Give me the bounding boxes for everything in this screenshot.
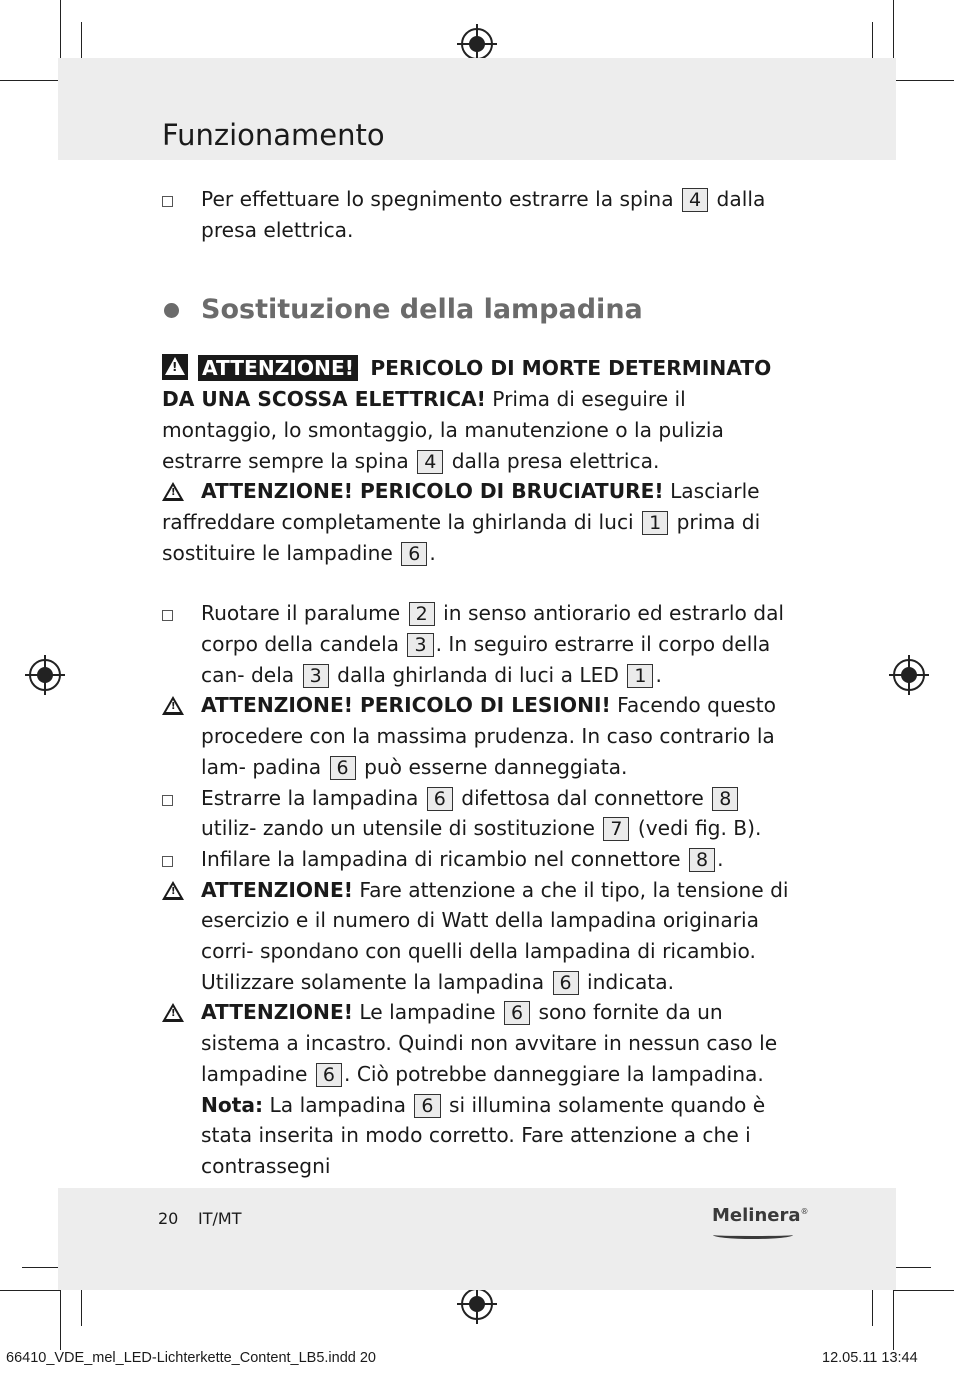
warning-injury: ! ATTENZIONE! PERICOLO DI LESIONI! Facendo questo procedere con la massima prudenza. In caso contrario la lam- padina 6 può esserne danneggiata. (162, 690, 794, 782)
registration-mark-icon (461, 1288, 493, 1320)
brand-logo: Melinera® (712, 1205, 809, 1226)
crop-mark (893, 0, 894, 60)
warning-triangle-icon (162, 354, 188, 380)
footer-band (58, 1188, 896, 1290)
registration-mark-icon (29, 659, 61, 691)
part-ref: 7 (603, 817, 629, 841)
crop-mark (893, 1267, 931, 1268)
warning-triangle-icon (162, 696, 184, 715)
warning-triangle-icon (162, 1003, 184, 1022)
crop-mark (893, 1290, 954, 1291)
attention-badge: ATTENZIONE! (198, 355, 358, 381)
part-ref: 1 (627, 664, 653, 688)
crop-mark (81, 22, 82, 60)
page-content (162, 184, 794, 1182)
warning-burn: !ATTENZIONE! PERICOLO DI BRUCIATURE! Lasciarle raffreddare completamente la ghirlanda di luci 1 prima di sostituire le lampadine 6 . (162, 476, 794, 568)
crop-mark (60, 1290, 61, 1350)
part-ref: 1 (642, 511, 668, 535)
part-ref: 6 (504, 1001, 530, 1025)
bullet-square-icon (162, 856, 173, 867)
crop-mark (893, 80, 954, 81)
page-number: 20 (158, 1209, 179, 1228)
bullet-square-icon (162, 610, 173, 621)
warning-fitting: ! ATTENZIONE! Le lampadine 6 sono fornite da un sistema a incastro. Quindi non avvitare in nessun caso le lampadine 6 . Ciò potrebbe danneggiare la lampadina. Nota: La lampadina 6 si illumina solamente quando è stata inserita in modo corretto. Fare attenzione a che i contrassegni (162, 997, 794, 1181)
part-ref: 8 (712, 787, 738, 811)
list-item: Ruotare il paralume 2 in senso antiorario ed estrarlo dal corpo della candela 3 . In seguiro estrarre il corpo della can- dela 3 dalla ghirlanda di luci a LED 1 . (162, 598, 794, 690)
language-code: IT/MT (198, 1209, 242, 1228)
part-ref: 8 (689, 848, 715, 872)
crop-mark (893, 1290, 894, 1350)
crop-mark (0, 80, 60, 81)
brand-swoosh (713, 1231, 793, 1239)
crop-mark (22, 1267, 60, 1268)
part-ref: 6 (414, 1094, 440, 1118)
crop-mark (872, 22, 873, 60)
part-ref: 2 (409, 602, 435, 626)
crop-mark (81, 1290, 82, 1326)
part-ref: 3 (407, 633, 433, 657)
registration-mark-icon (893, 659, 925, 691)
part-ref: 6 (401, 542, 427, 566)
page-title: Funzionamento (162, 118, 385, 152)
bullet-square-icon (162, 795, 173, 806)
section-heading: Sostituzione della lampadina (162, 293, 794, 327)
bullet-square-icon (162, 196, 173, 207)
print-slug-date: 12.05.11 13:44 (822, 1350, 918, 1366)
list-item: Infilare la lampadina di ricambio nel connettore 8 . (162, 844, 794, 875)
part-ref: 6 (553, 971, 579, 995)
registration-mark-icon (461, 28, 493, 60)
crop-mark (872, 1290, 873, 1326)
warning-electric: ! ATTENZIONE! PERICOLO DI MORTE DETERMINATO DA UNA SCOSSA ELETTRICA! Prima di eseguire il montaggio, lo smontaggio, la manutenzione o la pulizia estrarre sempre la spina 4 dalla presa elettrica. (162, 353, 794, 476)
part-ref: 6 (316, 1063, 342, 1087)
part-ref: 4 (682, 188, 708, 212)
crop-mark (0, 1290, 60, 1291)
part-ref: 4 (417, 450, 443, 474)
note-label: Nota: (201, 1092, 264, 1117)
part-ref: 3 (303, 664, 329, 688)
bullet-dot-icon (164, 303, 179, 318)
print-slug-file: 66410_VDE_mel_LED-Lichterkette_Content_LB5.indd 20 (6, 1350, 376, 1366)
list-item: Per effettuare lo spegnimento estrarre la spina 4 dalla presa elettrica. (162, 184, 794, 245)
warning-triangle-icon (162, 482, 184, 501)
part-ref: 6 (330, 756, 356, 780)
part-ref: 6 (427, 787, 453, 811)
warning-type: ! ATTENZIONE! Fare attenzione a che il tipo, la tensione di esercizio e il numero di Watt della lampadina originaria corri- spondano con quelli della lampadina di ricambio. Utilizzare solamente la lampadina 6 indicata. (162, 875, 794, 998)
crop-mark (60, 0, 61, 60)
warning-triangle-icon (162, 881, 184, 900)
list-item: Estrarre la lampadina 6 difettosa dal connettore 8 utiliz- zando un utensile di sostituzione 7 (vedi fig. B). (162, 783, 794, 844)
